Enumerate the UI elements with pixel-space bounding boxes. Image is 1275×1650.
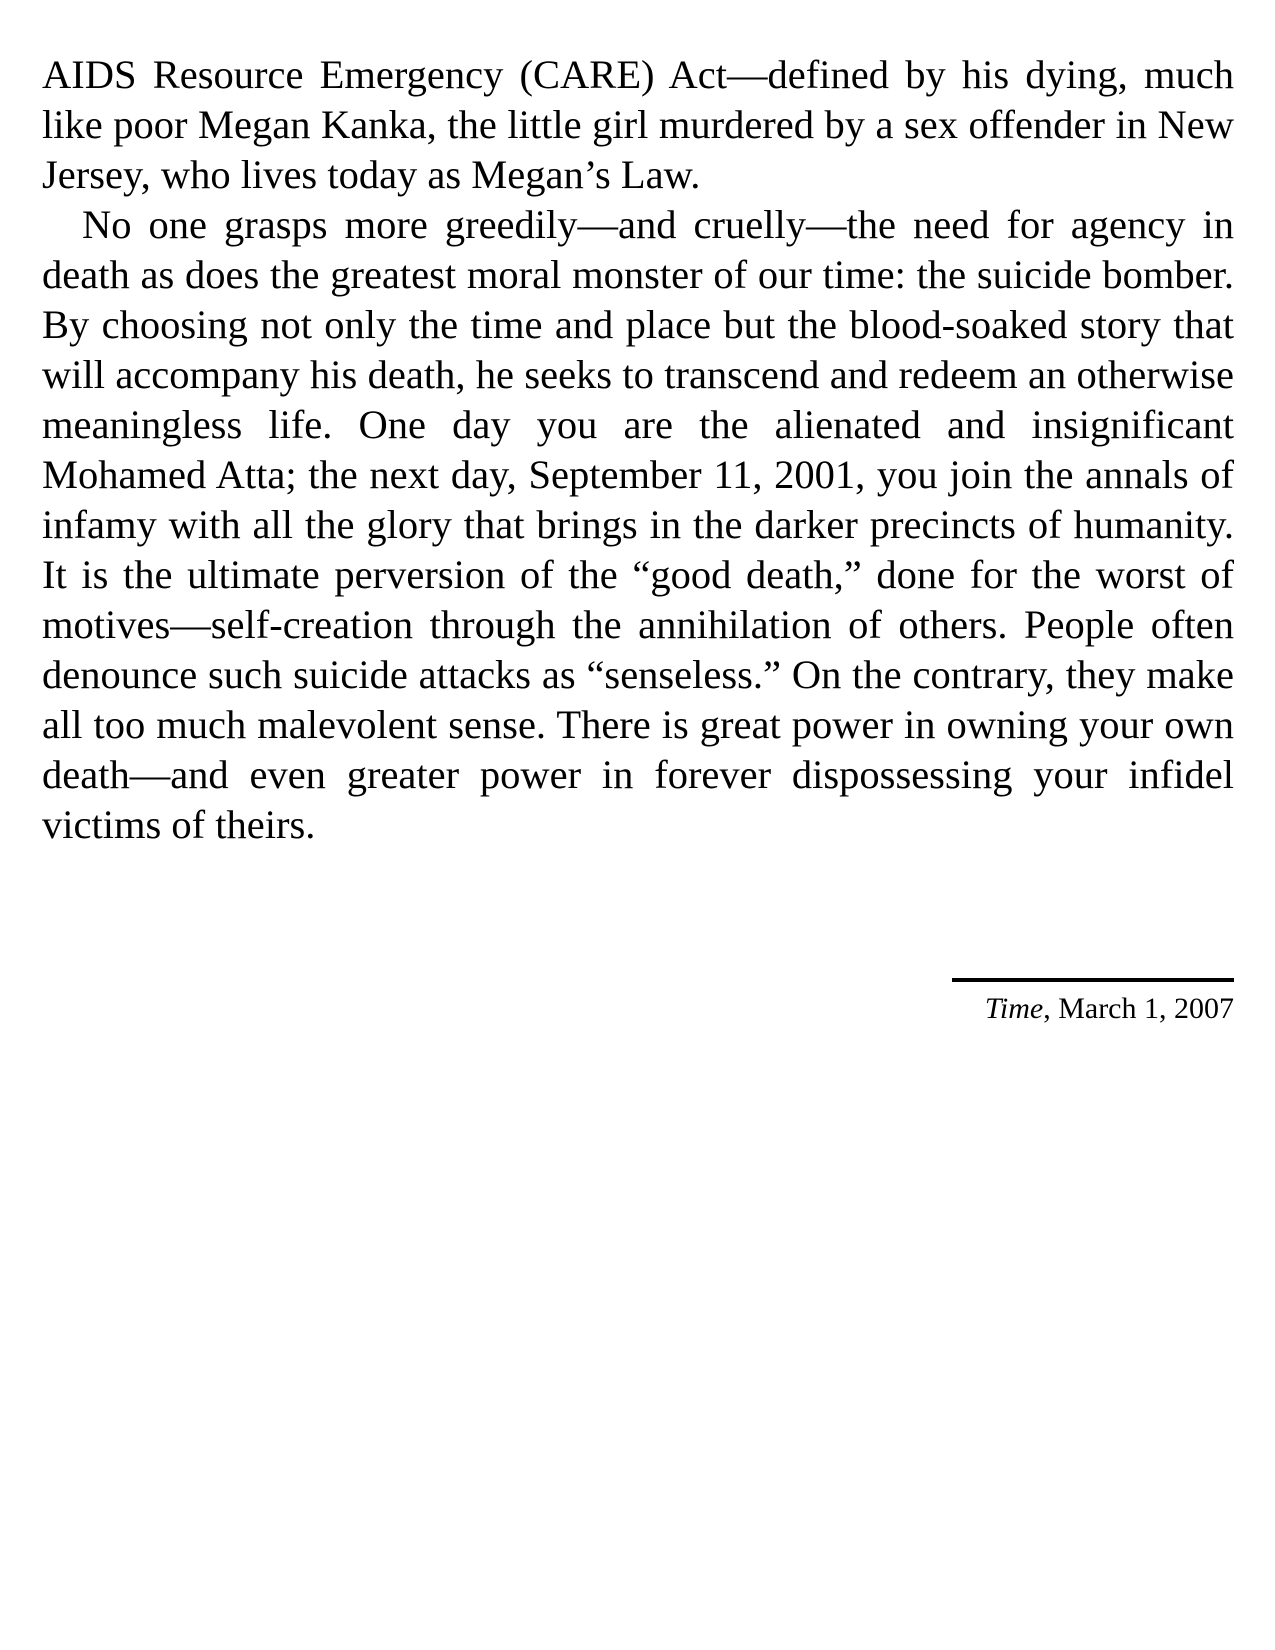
paragraph-suicide-bomber: No one grasps more greedily—and cruelly—the need for agency in death as does the greatest moral monster of our time: the suicide bomber. By choosing not only the time and place but the blood-soaked story that will accompany his death, he seeks to transcend and redeem an otherwise meaningless life. One day you are the alienated and insignificant Mohamed Atta; the next day, September 11, 2001, you join the annals of infamy with all the glory that brings in the darker precincts of humanity. It is the ultimate perversion of the “good death,” done for the worst of motives—self-creation through the annihilation of others. People often denounce such suicide attacks as “senseless.” On the contrary, they make all too much malevolent sense. There is great power in owning your own death—and even greater power in forever dispossessing your infidel victims of theirs.: [42, 202, 1234, 847]
source-line: [985, 991, 1234, 1027]
source-publication: Time: [984, 992, 1044, 1025]
paragraph-continued: AIDS Resource Emergency (CARE) Act—defined by his dying, much like poor Megan Kanka, the little girl murdered by a sex offender in New Jersey, who lives today as Megan’s Law.: [42, 52, 1234, 197]
source-rule: [952, 978, 1234, 982]
source-date: , March 1, 2007: [1043, 992, 1234, 1025]
document-body: [42, 50, 1234, 850]
